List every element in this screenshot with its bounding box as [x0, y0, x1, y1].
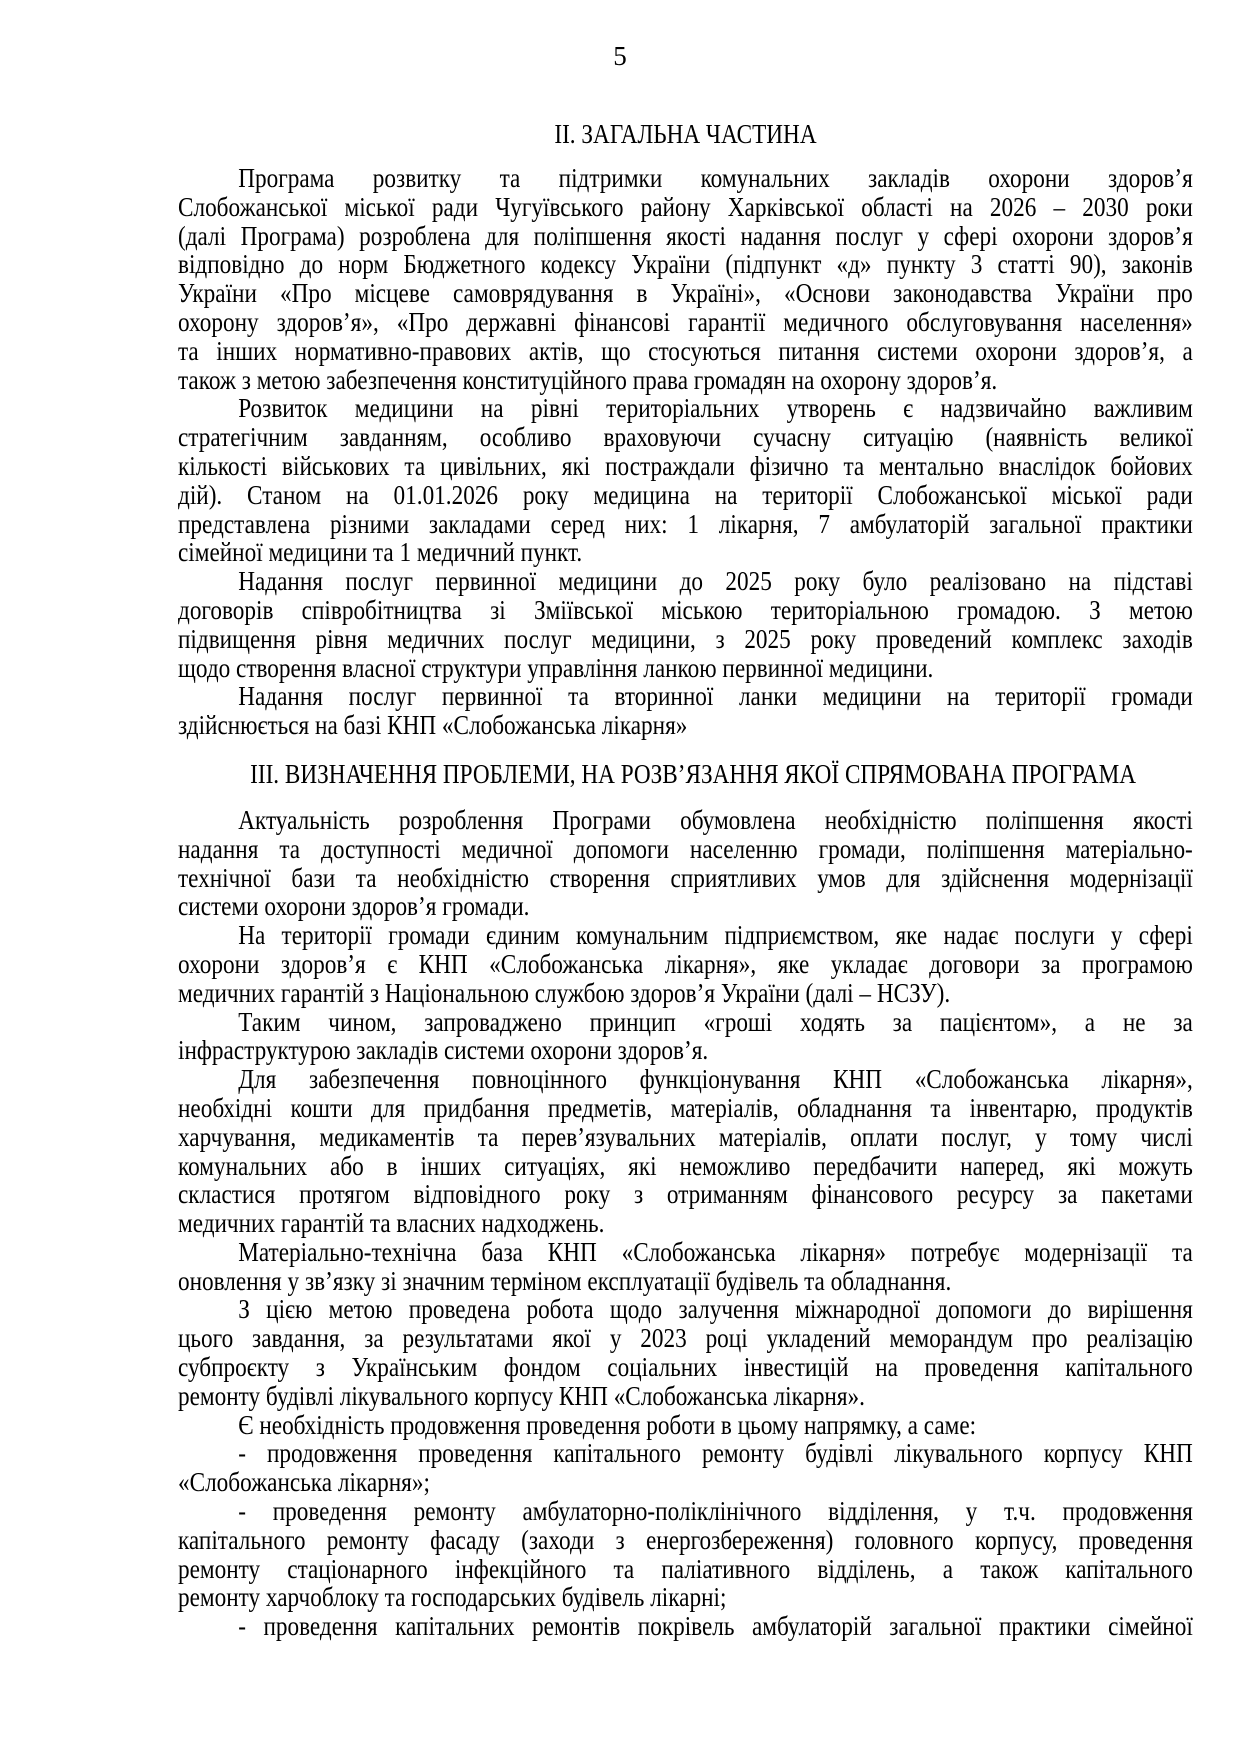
text-line-content: охорони здоров’я є КНП «Слобожанська лікарня», яке укладає договори за програмою — [178, 948, 1193, 979]
text-line-content: Слобожанської міської ради Чугуївського району Харківської області на 2026 – 2030 роки — [178, 191, 1193, 222]
text-line-content: ремонту будівлі лікувального корпусу КНП «Слобожанська лікарня». — [178, 1380, 865, 1411]
text-line — [178, 222, 1192, 251]
text-line — [178, 538, 1192, 567]
text-line — [178, 1036, 1192, 1065]
text-line-content: цього завдання, за результатами якої у 2023 році укладений меморандум про реалізацію — [178, 1323, 1193, 1354]
text-line — [178, 567, 1192, 596]
text-line-content: необхідні кошти для придбання предметів, матеріалів, обладнання та інвентарю, продуктів — [178, 1092, 1193, 1123]
text-line-content: На території громади єдиним комунальним підприємством, яке надає послуги у сфері — [238, 920, 1193, 951]
text-line-content: «Слобожанська лікарня»; — [178, 1467, 430, 1498]
paragraph — [178, 1295, 1192, 1410]
text-line — [178, 308, 1192, 337]
text-line-content: З цією метою проведена робота щодо залучення міжнародної допомоги до вирішення — [238, 1294, 1193, 1325]
text-line — [178, 1209, 1192, 1238]
text-line — [178, 366, 1192, 395]
text-line-content: надання та доступності медичної допомоги населенню громади, поліпшення матеріально- — [178, 833, 1193, 864]
text-line — [178, 394, 1192, 423]
text-line-content: Розвиток медицини на рівні територіальних утворень є надзвичайно важливим — [238, 393, 1193, 424]
text-line-content: капітального ремонту фасаду (заходи з енергозбереження) головного корпусу, проведення — [178, 1524, 1193, 1555]
text-line-content: Є необхідність продовження проведення роботи в цьому напрямку, а саме: — [238, 1409, 977, 1440]
page-number: 5 — [613, 41, 627, 71]
text-line — [178, 1123, 1192, 1152]
text-line — [178, 1353, 1192, 1382]
text-line-content: кількості військових та цивільних, які постраждали фізично та ментально внаслідок бойових — [178, 450, 1193, 481]
text-line-content: Таким чином, запроваджено принцип «гроші ходять за пацієнтом», а не за — [238, 1006, 1193, 1037]
text-line-content: ремонту стаціонарного інфекційного та паліативного відділень, а також капітального — [178, 1553, 1193, 1584]
text-line-content: Актуальність розроблення Програми обумовлена необхідністю поліпшення якості — [238, 804, 1193, 835]
text-line-content: комунальних або в інших ситуаціях, які неможливо передбачити наперед, які можуть — [178, 1150, 1193, 1181]
text-line-content: Надання послуг первинної медицини до 2025 року було реалізовано на підставі — [238, 566, 1193, 597]
section-heading — [178, 757, 1192, 791]
paragraph — [178, 1439, 1192, 1497]
text-line — [178, 835, 1192, 864]
document-body — [178, 117, 1192, 1641]
text-line-content: системи охорони здоров’я громади. — [178, 891, 530, 922]
paragraph — [178, 567, 1192, 682]
text-line — [178, 423, 1192, 452]
text-line — [178, 1411, 1192, 1440]
text-line — [178, 1238, 1192, 1267]
text-line — [178, 1439, 1192, 1468]
paragraph — [178, 1238, 1192, 1296]
text-line-content: охорону здоров’я», «Про державні фінансові гарантії медичного обслуговування населення» — [178, 306, 1193, 337]
text-line — [178, 1612, 1192, 1641]
text-line — [178, 806, 1192, 835]
text-line-content: договорів співробітництва зі Зміївської міською територіальною громадою. З метою — [178, 594, 1193, 625]
paragraph — [178, 806, 1192, 921]
text-line-content: також з метою забезпечення конституційного права громадян на охорону здоров’я. — [178, 364, 998, 395]
text-line-content: щодо створення власної структури управління ланкою первинної медицини. — [178, 652, 934, 683]
text-line — [178, 1468, 1192, 1497]
text-line — [178, 892, 1192, 921]
text-line-content: (далі Програма) розроблена для поліпшення якості надання послуг у сфері охорони здоров’я — [178, 220, 1193, 251]
text-line-content: Надання послуг первинної та вторинної ланки медицини на території громади — [238, 681, 1193, 712]
paragraph — [178, 1497, 1192, 1612]
text-line-content: стратегічним завданням, особливо враховуючи сучасну ситуацію (наявність великої — [178, 422, 1193, 453]
text-line-content: медичних гарантій з Національною службою здоров’я України (далі – НСЗУ). — [178, 977, 951, 1008]
text-line — [178, 1324, 1192, 1353]
text-line-content: Для забезпечення повноцінного функціонування КНП «Слобожанська лікарня», — [238, 1064, 1193, 1095]
paragraph — [178, 1065, 1192, 1238]
text-line — [178, 921, 1192, 950]
text-line-content: скластися протягом відповідного року з отриманням фінансового ресурсу за пакетами — [178, 1179, 1193, 1210]
text-line — [178, 1526, 1192, 1555]
text-line-content: та інших нормативно-правових актів, що стосуються питання системи охорони здоров’я, а — [178, 335, 1193, 366]
text-line — [178, 711, 1192, 740]
text-line — [178, 510, 1192, 539]
text-line-content: Матеріально-технічна база КНП «Слобожанська лікарня» потребує модернізації та — [238, 1236, 1193, 1267]
text-line — [178, 1267, 1192, 1296]
text-line — [178, 452, 1192, 481]
paragraph — [178, 921, 1192, 1007]
text-line — [178, 279, 1192, 308]
text-line — [178, 1497, 1192, 1526]
text-line-content: харчування, медикаментів та перев’язувальних матеріалів, оплати послуг, у тому числі — [178, 1121, 1193, 1152]
text-line — [178, 1295, 1192, 1324]
text-line-content: України «Про місцеве самоврядування в Україні», «Основи законодавства України про — [178, 278, 1193, 309]
paragraph — [178, 394, 1192, 567]
text-line-content: підвищення рівня медичних послуг медицини, з 2025 року проведений комплекс заходів — [178, 623, 1193, 654]
text-line-content: субпроєкту з Українським фондом соціальних інвестицій на проведення капітального — [178, 1352, 1193, 1383]
text-line — [178, 481, 1192, 510]
text-line-content: дій). Станом на 01.01.2026 року медицина на території Слобожанської міської ради — [178, 479, 1193, 510]
text-line — [178, 596, 1192, 625]
text-line-content: - проведення капітальних ремонтів покрівель амбулаторій загальної практики сімейної — [238, 1611, 1193, 1642]
text-line-content: відповідно до норм Бюджетного кодексу України (підпункт «д» пункту 3 статті 90), законів — [178, 249, 1193, 280]
text-line-content: Програма розвитку та підтримки комунальних закладів охорони здоров’я — [238, 163, 1193, 193]
text-line-content: медичних гарантій та власних надходжень. — [178, 1208, 605, 1239]
text-line — [178, 1180, 1192, 1209]
text-line-content: представлена різними закладами серед них: 1 лікарня, 7 амбулаторій загальної практики — [178, 508, 1193, 539]
text-line-content: - проведення ремонту амбулаторно-поліклінічного відділення, у т.ч. продовження — [238, 1496, 1193, 1527]
text-line-content: технічної бази та необхідністю створення сприятливих умов для здійснення модернізації — [178, 862, 1193, 893]
paragraph — [178, 1612, 1192, 1641]
text-line — [178, 193, 1192, 222]
text-line — [178, 654, 1192, 683]
text-line — [178, 1555, 1192, 1584]
text-line — [178, 1382, 1192, 1411]
text-line — [178, 682, 1192, 711]
paragraph — [178, 1411, 1192, 1440]
text-line — [178, 1152, 1192, 1181]
text-line — [178, 625, 1192, 654]
section-heading — [178, 117, 1192, 151]
text-line — [178, 864, 1192, 893]
text-line — [178, 337, 1192, 366]
text-line — [178, 1094, 1192, 1123]
text-line — [178, 164, 1192, 193]
section-heading-text: ІІІ. ВИЗНАЧЕННЯ ПРОБЛЕМИ, НА РОЗВ’ЯЗАННЯ ЯКОЇ СПРЯМОВАНА ПРОГРАМА — [250, 758, 1136, 789]
paragraph — [178, 164, 1192, 394]
text-line-content: ремонту харчоблоку та господарських будівель лікарні; — [178, 1582, 727, 1613]
text-line — [178, 1065, 1192, 1094]
text-line-content: - продовження проведення капітального ремонту будівлі лікувального корпусу КНП — [238, 1438, 1193, 1469]
text-line-content: інфраструктурою закладів системи охорони здоров’я. — [178, 1035, 709, 1066]
text-line — [178, 1583, 1192, 1612]
text-line — [178, 1008, 1192, 1037]
section-heading-text: ІІ. ЗАГАЛЬНА ЧАСТИНА — [553, 119, 817, 149]
text-line — [178, 950, 1192, 979]
paragraph — [178, 1008, 1192, 1066]
text-line — [178, 979, 1192, 1008]
paragraph — [178, 682, 1192, 740]
text-line-content: сімейної медицини та 1 медичний пункт. — [178, 537, 583, 568]
text-line-content: здійснюється на базі КНП «Слобожанська лікарня» — [178, 710, 688, 741]
text-line-content: оновлення у зв’язку зі значним терміном експлуатації будівель та обладнання. — [178, 1265, 952, 1296]
text-line — [178, 250, 1192, 279]
